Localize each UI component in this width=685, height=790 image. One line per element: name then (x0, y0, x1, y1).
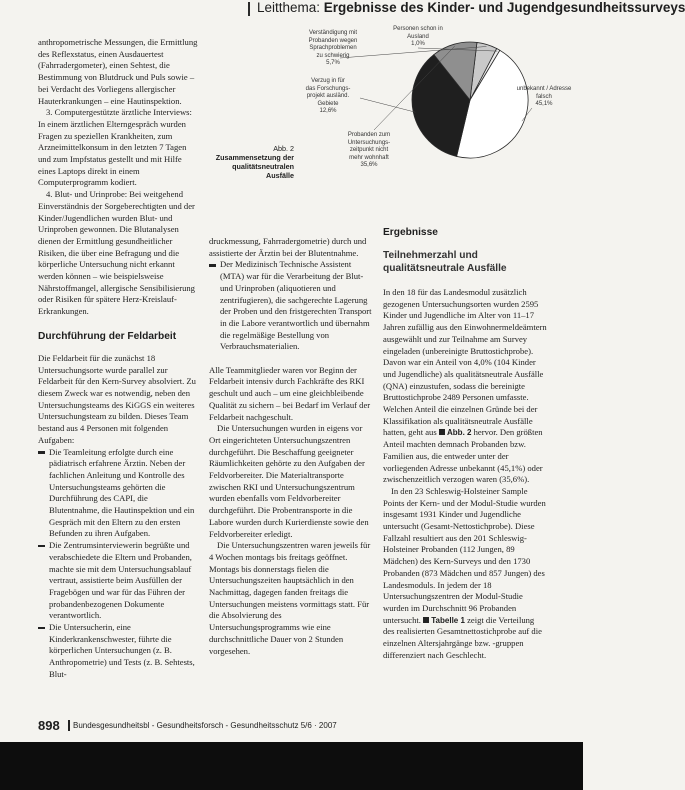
paragraph-text: zeigt die Verteilung des realisierten Gesamtnettostichprobe auf die einzelnen Altersjahrgänge bzw. -gruppen differenziert nach Geschlecht. (383, 614, 542, 660)
figure-caption-text: Zusammensetzung der qualitätsneutralen Ausfälle (215, 153, 294, 180)
label-verzug (297, 78, 359, 116)
column-left (38, 37, 200, 681)
page-number: 898 (38, 718, 60, 733)
chart-label-line: das Forschungs- (305, 85, 351, 92)
table-ref-icon (423, 617, 429, 623)
scan-border (0, 742, 583, 790)
chart-label-line: falsch (536, 93, 552, 100)
label-unbekannt (513, 86, 575, 109)
paragraph-text: In den 23 Schleswig-Holsteiner Sample Points der Kern- und der Modul-Studie wurden insgesamt 1931 Kinder und Jugendliche untersucht (Gesamt-Nettostichprobe). Diese Fallzahl resultiert aus den 201 Schleswig-Holsteiner Probanden (112 Jungen, 89 Mädchen) des Kern-Surveys und den 1730 Probanden (873 Mädchen und 857 Jungen) des Landesmoduls. In jedem der 18 Untersuchungszentren der Modul-Studie wurden im Durchschnitt 96 Probanden untersucht. (383, 485, 546, 625)
chart-label-line: Probanden wegen (308, 37, 358, 44)
label-ausland (393, 26, 443, 49)
chart-label-line: zu schwierig (316, 52, 350, 59)
figure-reference[interactable]: Abb. 2 (447, 428, 472, 438)
section-heading-ergebnisse: Ergebnisse (383, 227, 438, 238)
chart-label-line: unbekannt / Adresse (516, 86, 572, 92)
leader-line (360, 98, 415, 112)
footer-divider (68, 720, 70, 731)
running-header (0, 0, 685, 20)
paragraph-text: In den 18 für das Landesmodul zusätzlich gezogenen Untersuchungsorten wurden 2595 Kinder und Jugendliche im Alter von 11–17 Jahren zufällig aus den Einwohnermeldeämtern ausgewählt und zur Teilnahme am Survey eingeladen (unbereinigte Bruttostichprobe). Davon war ein Anteil von 4,0% (104 Kinder und Jugendliche) als qualitätsneutrale Ausfälle (QNA) einzustufen, sodass die bereinigte Bruttostichprobe 2489 Personen umfasste. Welchen Anteil die einzelnen Gründe bei der Klassifikation als qualitätsneutrale Ausfälle hatten, geht aus (383, 287, 547, 438)
paragraph (383, 287, 547, 486)
journal-info: Bundesgesundheitsbl - Gesundheitsforsch - Gesundheitsschutz 5/6 · 2007 (73, 721, 337, 730)
bullet-dash (38, 451, 45, 454)
paragraph: anthropometrische Messungen, die Ermittlung des Reflexstatus, einen Ausdauertest (Fahrradergometer), einen Sehtest, die Bestimmung von Blutdruck und Puls sowie – bei Verdacht des Vorliegens allergischer Hauterkrankungen – eine Hautinspektion. (38, 37, 198, 106)
chart-label-line: 1,0% (411, 41, 425, 47)
figure-caption (212, 144, 294, 180)
section-heading-feldarbeit: Durchführung der Feldarbeit (38, 330, 177, 342)
paragraph: Die Untersuchungszentren waren jeweils für 4 Wochen montags bis freitags geöffnet. Montags bis donnerstags fielen die Untersuchungszeiten hauptsächlich in den Nachmittag, dagegen fanden freitags die Untersuchungen meistens vormittags statt. Für die Absolvierung des Untersuchungsprogramms wie eine durchschnittliche Dauer von 2 Stunden vorgesehen. (209, 540, 371, 656)
figure-caption-label: Abb. 2 (273, 144, 294, 153)
page-footer (38, 718, 568, 734)
chart-label-line: Untersuchungs- (347, 139, 391, 146)
subsection-heading: Teilnehmerzahl und qualitätsneutrale Ausfälle (383, 250, 507, 274)
paragraph: Alle Teammitglieder waren vor Beginn der Feldarbeit intensiv durch Fachkräfte des RKI geschult und auch – um eine gleichbleibende Qualität zu sichern – bei Bedarf im Verlauf der Feldarbeit nachgeschult. (209, 364, 371, 422)
bullet-text: Der Medizinisch Technische Assistent (MTA) war für die Verarbeitung der Blut- und Urinproben (aliquotieren und zentrifugieren), die sachgerechte Lagerung der Proben und den fristgerechten Transport in die Labore verantwortlich und übernahm die regelmäßige Bestellung von Verbrauchsmaterialien. (220, 259, 372, 352)
chart-label-line: Probanden zum (347, 132, 391, 138)
running-title-main: Ergebnisse des Kinder- und Jugendgesundheitssurveys (323, 0, 685, 15)
bullet-item (209, 259, 373, 353)
chart-label-line: 35,6% (360, 162, 378, 168)
bullet-item (38, 447, 200, 541)
chart-label-line: projekt ausländ. (306, 93, 350, 99)
paragraph: 4. Blut- und Urinprobe: Bei weitgehend Einverständnis der Sorgeberechtigten und der Kinder/Jugendlichen wurden Blut- und Urinproben gewonnen. Die Blutanalysen dienen der Ermittlung gesundheitlicher Risiken, die über eine Befragung und die körperliche Untersuchung nicht erkannt werden können – wie beispielsweise Nährstoffmangel, allergische Sensibilisierung oder Risiken für spätere Herz-Kreislauf-Erkrankungen. (38, 189, 195, 317)
column-middle (209, 236, 373, 657)
running-title (257, 0, 685, 16)
paragraph (383, 486, 547, 662)
chart-label-line: Gebiete (317, 100, 339, 107)
chart-label-line: Personen schon in (393, 26, 443, 32)
table-reference[interactable]: Tabelle 1 (431, 615, 465, 625)
paragraph: Die Feldarbeit für die zunächst 18 Untersuchungsorte wurde parallel zur Feldarbeit für den Kern-Survey absolviert. Zu diesem Zweck war es notwendig, neben den Untersuchungsteams des KiGGS ein weiteres Untersuchungsteam zu bilden. Dieses Team bestand aus 4 Personen mit folgenden Aufgaben: (38, 352, 196, 445)
paragraph-text: hervor. Den größten Anteil machten demnach Probanden bzw. Familien aus, die entweder unter der vorliegenden Adresse unbekannt (45,1%) oder zwischenzeitlich verzogen waren (35,6%). (383, 427, 543, 485)
column-right (383, 226, 547, 662)
bullet-item (38, 540, 200, 622)
chart-label-line: zeitpunkt nicht (349, 147, 389, 153)
paragraph: druckmessung, Fahrradergometrie) durch und assistierte der Ärztin bei der Blutentnahme. (209, 236, 367, 258)
chart-label-line: 12,6% (319, 108, 337, 114)
bullet-dash (38, 627, 45, 630)
paragraph: 3. Computergestützte ärztliche Interviews: In einem ärztlichen Elterngespräch wurden Fragen zu speziellen Krankheiten, zum Arzneimittelkonsum in den letzten 7 Tagen und zum Impfstatus gestellt und mit Hilfe eines Laptops direkt in einem Computerprogramm kodiert. (38, 107, 192, 188)
chart-label-line: Verzug in für (311, 78, 345, 84)
chart-label-line: Sprachproblemen (309, 45, 357, 51)
bullet-text: Die Teamleitung erfolgte durch eine pädiatrisch erfahrene Ärztin. Neben der fachlichen Anleitung und Kontrolle des Untersuchungsteams gehörten die Durchführung des CAPI, die Blutentnahme, die Hautinspektion und ein Gespräch mit den Eltern zu den ersten Befunden zu ihren Aufgaben. (49, 446, 195, 539)
running-title-prefix: Leitthema: (257, 0, 324, 15)
label-sprachprobleme (300, 30, 366, 68)
chart-label-line: 5,7% (326, 60, 340, 66)
chart-label-line: Ausland (407, 33, 429, 40)
label-wohnhaft (340, 132, 398, 170)
pie-chart (300, 22, 583, 212)
bullet-dash (209, 264, 216, 267)
chart-label-line: mehr wohnhaft (349, 154, 389, 161)
header-divider (248, 2, 250, 16)
bullet-text: Die Zentrumsinterviewerin begrüßte und verabschiedete die Eltern und Probanden, machte sie mit dem Untersuchungsablauf vertraut, assistierte beim Ausfüllen der Fragebögen und war für das Führen der probandenbezogenen Dokumente verantwortlich. (49, 540, 192, 621)
bullet-text: Die Untersucherin, eine Kinderkrankenschwester, führte die körperlichen Untersuchungen (z. B. Anthropometrie) und Tests (z. B. Sehtests, Blut- (49, 622, 195, 679)
bullet-dash (38, 545, 45, 548)
chart-label-line: Verständigung mit (308, 30, 358, 36)
chart-label-line: 45,1% (535, 101, 553, 107)
figure-ref-icon (439, 429, 445, 435)
paragraph: Die Untersuchungen wurden in eigens vor Ort eingerichteten Untersuchungszentren durchgeführt. Die Beschaffung geeigneter Räumlichkeiten gehörte zu den Aufgaben der Feldvorbereiter. Die Materialtransporte zwischen RKI und Untersuchungszentrum wurden ebenfalls vom Feldvorbereiter durchgeführt. Die Probentransporte in die Labore wurden durch Kurierdienste sowie den Feldvorbereiter erledigt. (209, 423, 369, 539)
bullet-item (38, 622, 200, 681)
